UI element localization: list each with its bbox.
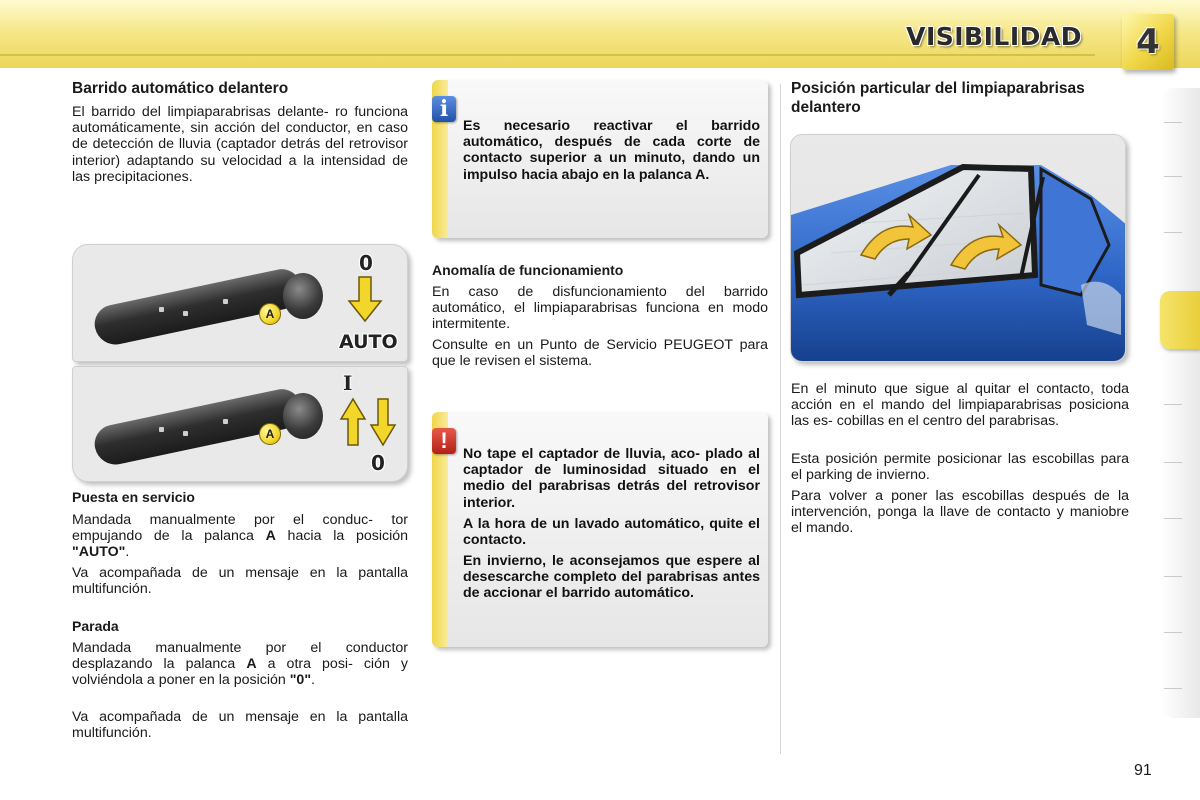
page-number: 91 bbox=[1134, 762, 1152, 779]
warning-text-3: En invierno, le aconsejamos que espere al desescarche completo del parabrisas antes de accionar el barrido automático. bbox=[463, 553, 760, 602]
warning-text-2: A la hora de un lavado automático, quite el contacto. bbox=[463, 516, 760, 549]
position-reference: "AUTO" bbox=[72, 544, 126, 561]
index-divider bbox=[1164, 576, 1182, 577]
warning-callout bbox=[432, 412, 768, 647]
lever-a-badge: A bbox=[259, 303, 281, 325]
chapter-title: VISIBILIDAD bbox=[906, 22, 1082, 51]
stop-text: Mandada manualmente por el conductor desplazando la palanca bbox=[72, 640, 408, 673]
lever-a-badge: A bbox=[259, 423, 281, 445]
arrow-up-icon bbox=[339, 397, 367, 447]
stalk-marker bbox=[183, 311, 188, 316]
right-paragraph-1: En el minuto que sigue al quitar el contacto, toda acción en el mando del limpiaparabrisas posiciona las es- cobillas en el centro del parabrisas. bbox=[791, 381, 1129, 430]
stalk-knob bbox=[283, 273, 323, 319]
section-heading-wiper-position: Posición particular del limpiaparabrisas delantero bbox=[791, 80, 1085, 116]
position-one-label: I bbox=[343, 371, 353, 395]
index-divider bbox=[1164, 518, 1182, 519]
stop-text: . bbox=[311, 672, 315, 689]
lever-illustration-stop bbox=[72, 366, 408, 482]
index-divider bbox=[1164, 462, 1182, 463]
service-message-paragraph: Va acompañada de un mensaje en la pantalla multifunción. bbox=[72, 565, 408, 598]
position-zero-label: 0 bbox=[359, 251, 373, 275]
stop-message-paragraph: Va acompañada de un mensaje en la pantalla multifunción. bbox=[72, 709, 408, 742]
index-divider bbox=[1164, 122, 1182, 123]
section-heading-auto-wipe: Barrido automático delantero bbox=[72, 80, 289, 97]
warning-icon: ! bbox=[432, 428, 456, 454]
index-divider bbox=[1164, 176, 1182, 177]
service-paragraph bbox=[72, 512, 408, 561]
lever-reference: A bbox=[265, 528, 276, 545]
stalk-knob bbox=[283, 393, 323, 439]
index-divider bbox=[1164, 232, 1182, 233]
position-zero-label: 0 bbox=[371, 451, 385, 475]
header-rule bbox=[0, 54, 1095, 56]
arrow-down-icon bbox=[345, 275, 385, 325]
info-callout-text bbox=[463, 118, 760, 183]
arrow-down-icon bbox=[369, 397, 397, 447]
service-heading: Puesta en servicio bbox=[72, 489, 195, 505]
anomaly-paragraph: En caso de disfuncionamiento del barrido automático, el limpiaparabrisas funciona en modo intermitente. bbox=[432, 284, 768, 333]
column-divider bbox=[780, 84, 781, 754]
info-callout bbox=[432, 80, 768, 238]
lever-reference: A bbox=[246, 656, 257, 673]
index-tab-current bbox=[1160, 291, 1200, 349]
warning-text-1: No tape el captador de lluvia, aco- plado al captador de luminosidad situado en el medio del parabrisas detrás del retrovisor interior. bbox=[463, 446, 760, 511]
chapter-index-rail bbox=[1160, 88, 1200, 718]
info-icon: i bbox=[432, 96, 456, 122]
service-text: Mandada manualmente por el conduc- tor empujando de la palanca bbox=[72, 512, 408, 545]
right-paragraph-2: Esta posición permite posicionar las escobillas para el parking de invierno. bbox=[791, 451, 1129, 484]
stalk-marker bbox=[223, 299, 228, 304]
index-divider bbox=[1164, 632, 1182, 633]
index-divider bbox=[1164, 688, 1182, 689]
stop-heading: Parada bbox=[72, 618, 119, 634]
stalk-marker bbox=[183, 431, 188, 436]
stalk-marker bbox=[223, 419, 228, 424]
car-windshield-graphic bbox=[791, 135, 1126, 362]
lever-illustration-auto bbox=[72, 244, 408, 362]
windshield-illustration bbox=[790, 134, 1126, 362]
right-paragraph-3: Para volver a poner las escobillas después de la intervención, ponga la llave de contacto y maniobre el mando. bbox=[791, 488, 1129, 537]
service-point-paragraph: Consulte en un Punto de Servicio PEUGEOT para que le revisen el sistema. bbox=[432, 337, 768, 370]
position-auto-label: AUTO bbox=[339, 331, 398, 353]
stop-text: a otra posi- ción y volviéndola a poner en la posición bbox=[72, 656, 408, 689]
service-text: . bbox=[125, 544, 130, 561]
service-text: hacia la posición bbox=[275, 528, 408, 545]
lever-reference: A bbox=[695, 166, 706, 183]
chapter-number: 4 bbox=[1136, 22, 1160, 62]
stalk-marker bbox=[159, 427, 164, 432]
anomaly-heading: Anomalía de funcionamiento bbox=[432, 262, 624, 278]
index-divider bbox=[1164, 404, 1182, 405]
intro-paragraph: El barrido del limpiaparabrisas delante- ro funciona automáticamente, sin acción del conductor, en caso de detección de lluvia (captador detrás del retrovisor interior) adaptando su velocidad a la intensidad de las precipitaciones. bbox=[72, 104, 408, 185]
stalk-marker bbox=[159, 307, 164, 312]
info-text: Es necesario reactivar el barrido automático, después de cada corte de contacto superior a un minuto, dando un impulso hacia abajo en la palanca bbox=[463, 118, 760, 183]
info-text: . bbox=[705, 166, 710, 183]
position-reference: "0" bbox=[289, 672, 312, 689]
stop-paragraph bbox=[72, 640, 408, 689]
